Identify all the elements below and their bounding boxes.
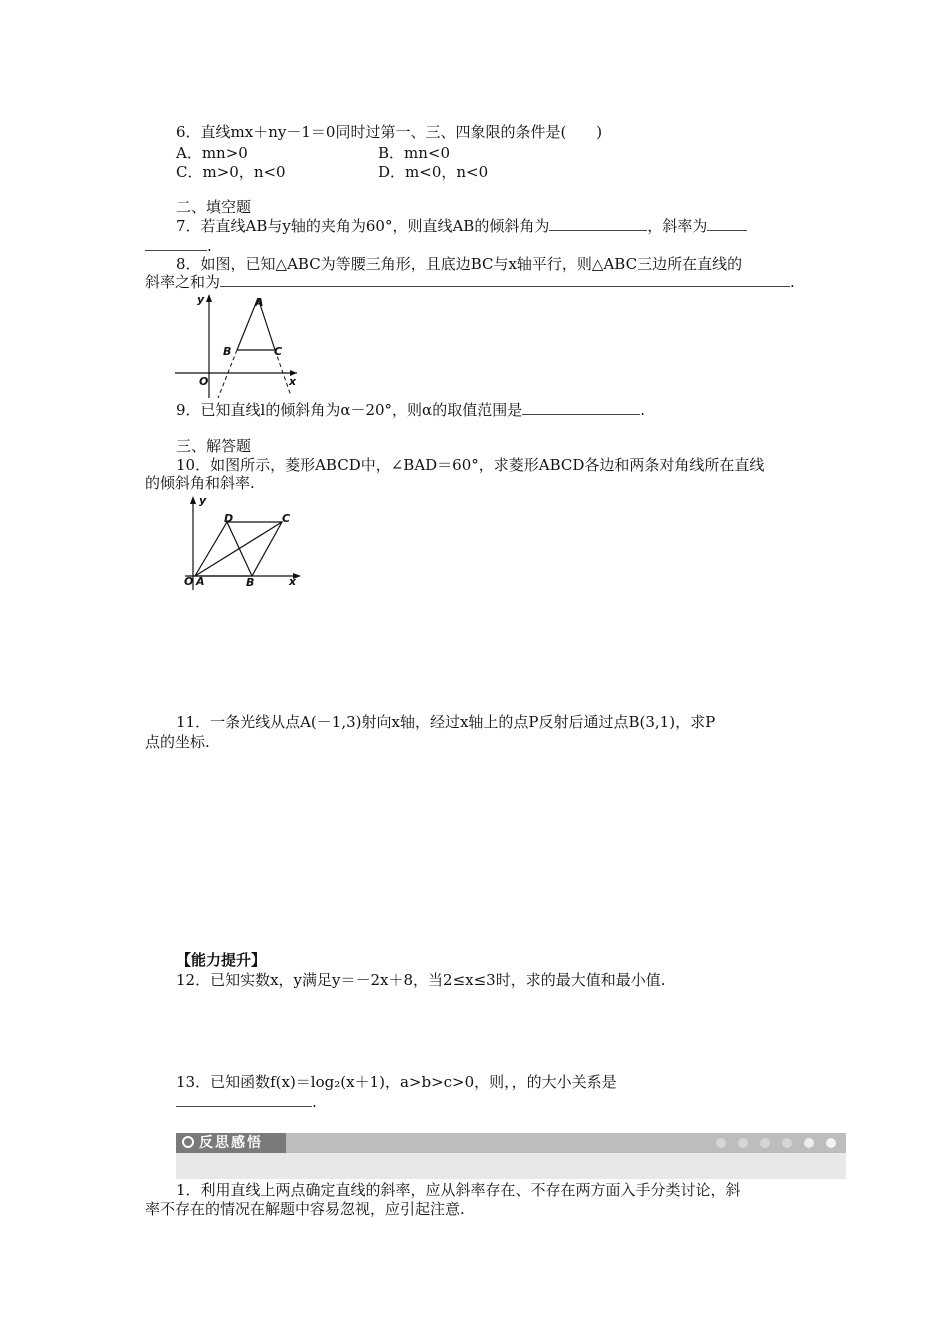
q7-part2: ，斜率为 [647,217,708,235]
section-fill-in-heading: 二、填空题 [176,198,252,216]
decor-dot-icon [738,1138,748,1148]
q6-option-b: B．mn<0 [378,144,451,162]
q10-line1: 10．如图所示，菱形ABCD中，∠BAD＝60°，求菱形ABCD各边和两条对角线所在直线 [176,456,765,474]
q8-line2 [145,272,795,292]
reflection-line1: 1．利用直线上两点确定直线的斜率，应从斜率存在、不存在两方面入手分类讨论，斜 [176,1181,741,1199]
fig10-x-label: x [289,575,297,588]
q7-blank-angle[interactable] [549,216,647,231]
q8-blank[interactable] [220,272,790,287]
reflection-title: 反思感悟 [199,1135,263,1151]
q9-blank[interactable] [522,400,640,415]
fig10-d-label: D [224,512,234,525]
q8-end: . [790,273,795,291]
fig8-a-label: A [255,296,264,309]
q7-end: . [207,237,212,255]
target-icon [182,1136,194,1148]
q9-end: . [640,401,645,419]
decor-dot-icon [716,1138,726,1148]
decor-dot-icon [826,1138,836,1148]
q10-line2: 的倾斜角和斜率. [145,474,255,492]
decor-dot-icon [804,1138,814,1148]
reflection-banner [176,1133,846,1179]
reflection-banner-header [176,1133,846,1153]
q11-line2: 点的坐标. [145,733,210,751]
q7-blank-slope-b[interactable] [145,236,207,251]
q6-option-a: A．mn>0 [176,144,248,162]
q13-end: . [312,1093,317,1111]
q13-line2 [176,1092,317,1112]
q7-part1: 7．若直线AB与y轴的夹角为60°，则直线AB的倾斜角为 [176,217,550,235]
fig10-y-label: y [199,494,207,507]
q12-text: 12．已知实数x，y满足y＝－2x＋8，当2≤x≤3时，求的最大值和最小值. [176,971,666,989]
q9-stem: 9．已知直线l的倾斜角为α－20°，则α的取值范围是 [176,401,523,419]
q7-text [176,216,747,236]
fig8-c-label: C [274,345,283,358]
fig8-y-label: y [197,293,205,306]
fig10-a-label: A [196,575,205,588]
fig10-b-label: B [246,576,255,589]
fig10-origin-label: O [184,575,194,588]
q13-blank[interactable] [176,1092,312,1107]
decor-dot-icon [760,1138,770,1148]
q13-line1: 13．已知函数f(x)＝log₂(x＋1)，a>b>c>0，则，，的大小关系是 [176,1073,617,1091]
triangle-figure [175,292,305,400]
q7-cont [145,236,212,256]
q6-stem: 6．直线mx＋ny－1＝0同时过第一、三、四象限的条件是( ) [176,123,603,141]
q8-line2-text: 斜率之和为 [145,273,221,291]
q8-line1: 8．如图，已知△ABC为等腰三角形，且底边BC与x轴平行，则△ABC三边所在直线的 [176,255,743,273]
reflection-line2: 率不存在的情况在解题中容易忽视，应引起注意. [145,1200,465,1218]
fig8-b-label: B [223,345,232,358]
fig8-origin-label: O [199,375,209,388]
q7-blank-slope-a[interactable] [707,216,747,231]
decor-dot-icon [782,1138,792,1148]
reflection-tab [176,1133,286,1153]
section-solve-heading: 三、解答题 [176,437,252,455]
q6-option-d: D．m<0，n<0 [378,163,489,181]
q11-line1: 11．一条光线从点A(－1,3)射向x轴，经过x轴上的点P反射后通过点B(3,1)，求P [176,713,716,731]
rhombus-figure [175,492,305,592]
q9-text [176,400,645,420]
fig10-c-label: C [282,512,291,525]
q6-option-c: C．m>0，n<0 [176,163,286,181]
fig8-x-label: x [289,375,297,388]
ability-heading: 【能力提升】 [176,951,267,969]
